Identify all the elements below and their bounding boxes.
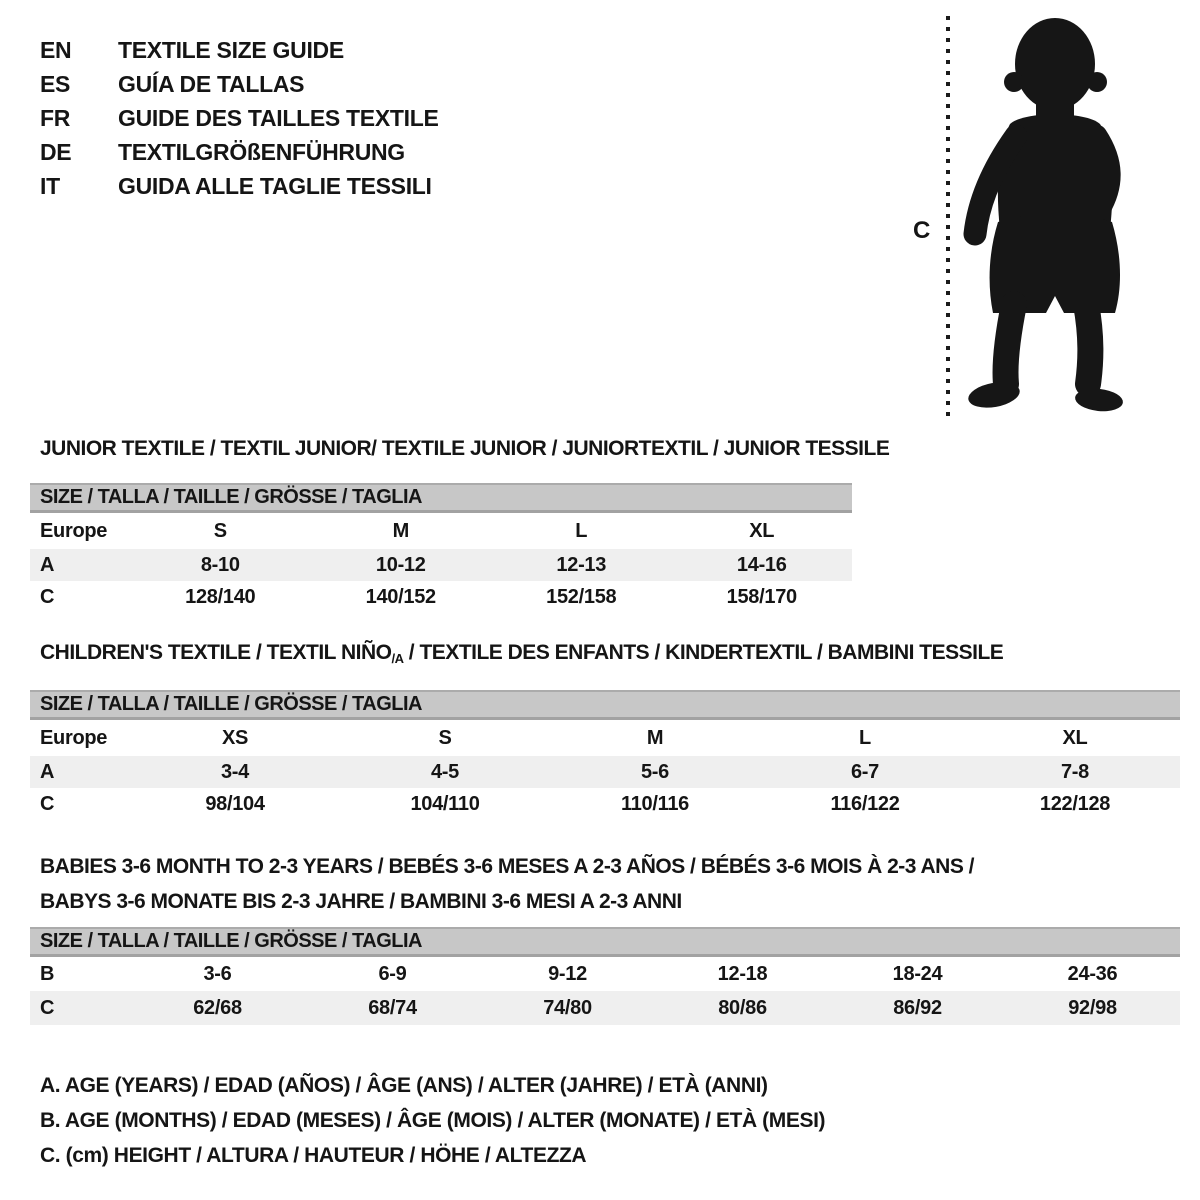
legend-row-b: B. AGE (MONTHS) / EDAD (MESES) / ÂGE (MOIS) / ALTER (MONATE) / ETÀ (MESI) [40,1108,826,1132]
value-cell: 10-12 [375,553,426,576]
baby-silhouette-icon [962,12,1140,414]
value-cell: 158/170 [726,585,797,608]
language-row [40,101,439,135]
legend-row-a: A. AGE (YEARS) / EDAD (AÑOS) / ÂGE (ANS) / ALTER (JAHRE) / ETÀ (ANNI) [40,1073,768,1097]
value-cell: 4-5 [430,760,459,783]
language-code: ES [40,70,71,97]
babies-title-line2: BABYS 3-6 MONATE BIS 2-3 JAHRE / BAMBINI 3-6 MESI A 2-3 ANNI [40,890,682,913]
row-label: A [40,553,55,576]
row-label: A [40,760,55,783]
guide-title: TEXTILE SIZE GUIDE [118,36,344,63]
table-row-height [30,581,852,613]
height-measure-dashed-line [946,16,950,416]
table-header-bar: SIZE / TALLA / TAILLE / GRÖSSE / TAGLIA [30,927,1180,957]
value-cell: 62/68 [193,996,242,1019]
children-size-table [30,690,1180,820]
legend-row-c: C. (cm) HEIGHT / ALTURA / HAUTEUR / HÖHE / ALTEZZA [40,1143,587,1167]
language-code: EN [40,36,72,63]
value-cell: 122/128 [1039,792,1111,815]
table-row-height [30,991,1180,1025]
children-section-title [40,641,1003,666]
value-cell: 12-18 [717,962,768,985]
measure-legend [40,1068,825,1173]
region-label: Europe [40,519,108,542]
table-row-age [30,756,1180,788]
value-cell: 6-7 [850,760,879,783]
value-cell: 18-24 [892,962,943,985]
value-cell: 86/92 [893,996,942,1019]
value-cell: 3-4 [220,760,249,783]
value-cell: 5-6 [640,760,669,783]
value-cell: 9-12 [548,962,587,985]
guide-title: GUIDA ALLE TAGLIE TESSILI [118,172,432,199]
babies-section-title [40,849,974,919]
region-label: Europe [40,726,108,749]
children-title-text: / TEXTILE DES ENFANTS / KINDERTEXTIL / BAMBINI TESSILE [403,641,1004,664]
size-cell: L [859,726,871,749]
value-cell: 116/122 [830,792,900,815]
value-cell: 98/104 [205,792,265,815]
value-cell: 104/110 [410,792,480,815]
guide-title: GUIDE DES TAILLES TEXTILE [118,104,439,131]
value-cell: 14-16 [736,553,787,576]
language-title-list [40,33,439,203]
value-cell: 8-10 [200,553,240,576]
height-measure-label: C [913,217,931,244]
children-title-subscript: /A [391,651,404,666]
value-cell: 152/158 [546,585,617,608]
size-cell: XL [749,519,775,542]
value-cell: 12-13 [556,553,607,576]
size-header-row [30,513,852,549]
size-cell: S [438,726,452,749]
babies-size-table [30,927,1180,1025]
value-cell: 3-6 [203,962,232,985]
junior-size-table [30,483,852,613]
babies-title-line1: BABIES 3-6 MONTH TO 2-3 YEARS / BEBÉS 3-6 MESES A 2-3 AÑOS / BÉBÉS 3-6 MOIS À 2-3 ANS / [40,855,975,878]
size-cell: XS [221,726,249,749]
value-cell: 128/140 [185,585,256,608]
language-code: FR [40,104,71,131]
table-row-age [30,549,852,581]
table-row-months [30,957,1180,991]
size-header-row [30,720,1180,756]
row-label: C [40,996,55,1019]
row-label: C [40,792,55,815]
size-cell: L [575,519,588,542]
row-label: B [40,962,55,985]
value-cell: 110/116 [621,792,689,815]
language-row [40,169,439,203]
row-label: C [40,585,55,608]
language-code: DE [40,138,72,165]
value-cell: 140/152 [365,585,436,608]
value-cell: 92/98 [1068,996,1117,1019]
children-title-text: CHILDREN'S TEXTILE / TEXTIL NIÑO [40,641,392,664]
size-cell: XL [1062,726,1088,749]
value-cell: 80/86 [718,996,767,1019]
language-row [40,33,439,67]
table-row-height [30,788,1180,820]
language-row [40,135,439,169]
size-cell: M [392,519,409,542]
value-cell: 74/80 [543,996,592,1019]
junior-section-title: JUNIOR TEXTILE / TEXTIL JUNIOR/ TEXTILE JUNIOR / JUNIORTEXTIL / JUNIOR TESSILE [40,437,890,460]
table-header-bar: SIZE / TALLA / TAILLE / GRÖSSE / TAGLIA [30,690,1180,720]
language-row [40,67,439,101]
table-header-bar: SIZE / TALLA / TAILLE / GRÖSSE / TAGLIA [30,483,852,513]
value-cell: 68/74 [368,996,417,1019]
guide-title: GUÍA DE TALLAS [118,70,305,97]
value-cell: 7-8 [1060,760,1089,783]
size-cell: M [646,726,664,749]
value-cell: 24-36 [1067,962,1118,985]
value-cell: 6-9 [378,962,407,985]
guide-title: TEXTILGRÖßENFÜHRUNG [118,138,405,165]
size-cell: S [213,519,227,542]
language-code: IT [40,172,60,199]
